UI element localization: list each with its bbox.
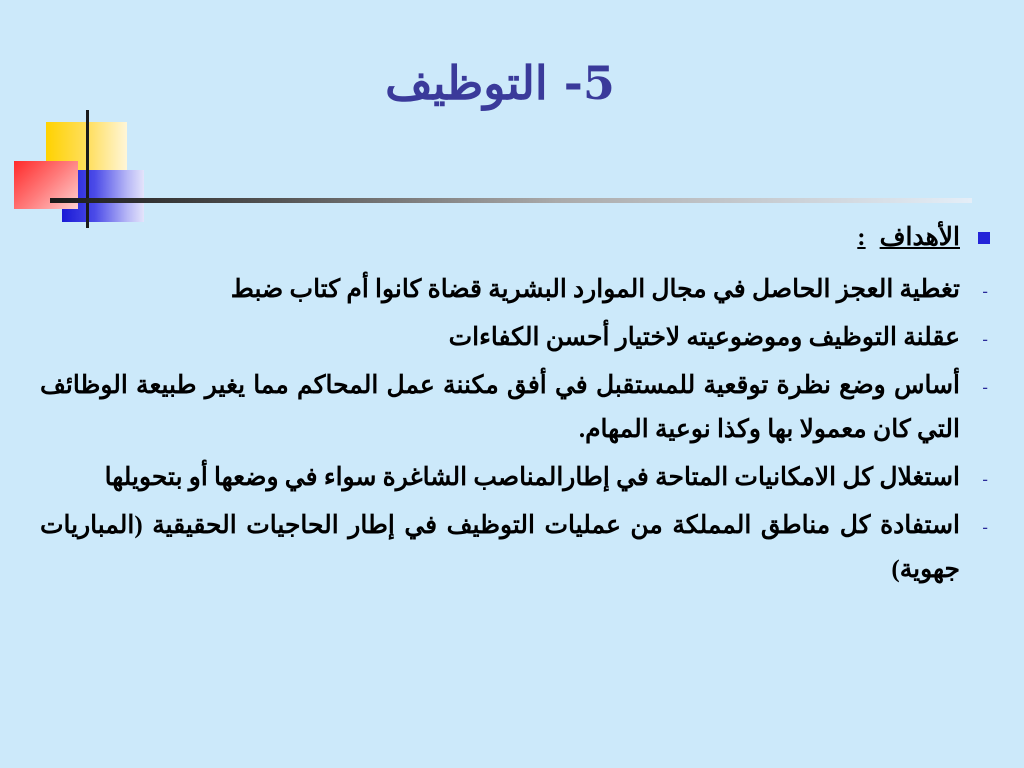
objectives-heading-row bbox=[40, 212, 990, 264]
dash-bullet-icon: - bbox=[982, 330, 988, 349]
horizontal-rule-decoration bbox=[50, 198, 972, 203]
dash-bullet-icon: - bbox=[982, 518, 988, 537]
list-item-text: تغطية العجز الحاصل في مجال الموارد البشرية قضاة كانوا أم كتاب ضبط bbox=[230, 276, 960, 303]
list-item bbox=[40, 364, 990, 452]
slide-body bbox=[40, 212, 990, 592]
list-item-text: استغلال كل الامكانيات المتاحة في إطارالمناصب الشاغرة سواء في وضعها أو بتحويلها bbox=[104, 464, 960, 491]
list-item-text: أساس وضع نظرة توقعية للمستقبل في أفق مكننة عمل المحاكم مما يغير طبيعة الوظائف التي كان معمولا بها وكذا نوعية المهام. bbox=[40, 372, 960, 443]
list-item-text: عقلنة التوظيف وموضوعيته لاختيار أحسن الكفاءات bbox=[448, 324, 960, 351]
objectives-heading bbox=[857, 220, 960, 256]
slide-title: 5- التوظيف bbox=[385, 56, 615, 110]
dash-bullet-icon: - bbox=[982, 470, 988, 489]
list-item bbox=[40, 504, 990, 592]
list-item bbox=[40, 456, 990, 500]
dash-bullet-icon: - bbox=[982, 378, 988, 397]
list-item-text: استفادة كل مناطق المملكة من عمليات التوظيف في إطار الحاجيات الحقيقية (المباريات جهوية) bbox=[40, 512, 960, 583]
dash-bullet-icon: - bbox=[982, 282, 988, 301]
objectives-heading-label: الأهداف bbox=[879, 224, 960, 251]
list-item bbox=[40, 268, 990, 312]
heading-colon: : bbox=[857, 224, 866, 251]
vertical-rule-decoration bbox=[86, 110, 89, 228]
list-item bbox=[40, 316, 990, 360]
square-bullet-icon bbox=[978, 232, 990, 244]
